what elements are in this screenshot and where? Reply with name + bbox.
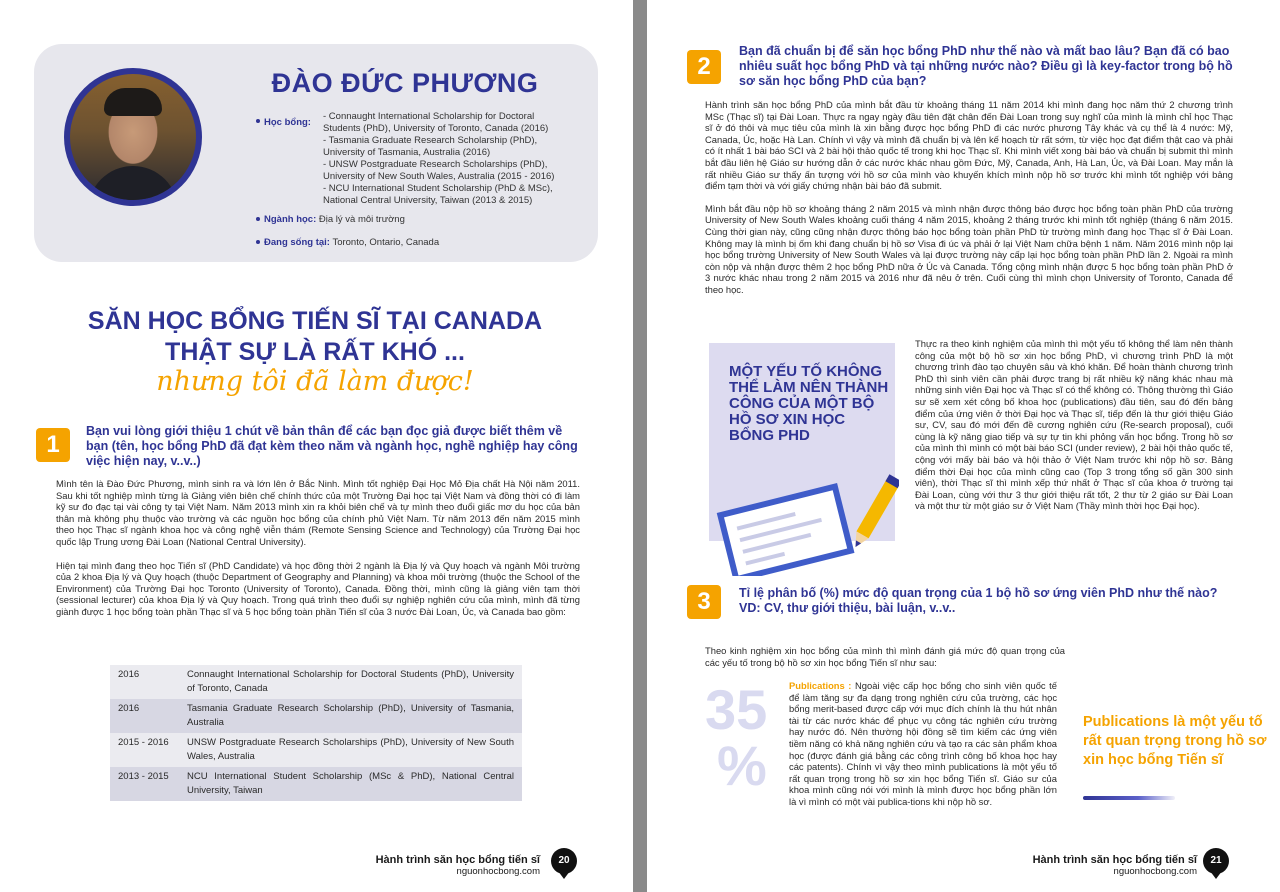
percent-value: 35 — [705, 678, 768, 741]
table-year: 2015 - 2016 — [118, 737, 169, 748]
table-desc: Tasmania Graduate Research Scholarship (PhD), University of Tasmania, Australia — [187, 703, 514, 728]
certificate-pencil-icon — [709, 470, 899, 576]
headline-script: nhưng tôi đã làm được! — [156, 366, 474, 397]
profile-name: ĐÀO ĐỨC PHƯƠNG — [271, 68, 539, 98]
answer-paragraph: Thực ra theo kinh nghiệm của mình thì một yếu tố không thể làm nên thành công của một bộ hồ sơ xin học bổng PhD, vì chương trình PhD là một chương trình đào tạo chuyên sâu và khó khăn. Để hoàn thành chương trình PhD thì sinh viên cần phải được trang bị rất nhiều kỹ năng khác nhau mà những sinh viên Đại học và Thạc sĩ có thể không có. Thông thường thì Giáo sư sẽ xem xét công bố khoa học (publications) đầu tiên, sau đó đến bảng điểm của ứng viên ở thời Đại học và Thạc sĩ, tiếp đến là thư giới thiệu Giáo sư, CV, sau đó mới đến đề cương nghiên cứu (Re-search proposal), cuối cùng là kỹ năng giao tiếp và sự tự tin khi phỏng vấn học bổng. Trong hồ sơ của mình thì mình có một bài báo SCI (under review), 2 bài hội thảo quốc tế, cộng với mấy bài báo và hội thảo ở Việt Nam trước khi nộp hồ sơ. Bảng điểm thời Đại học của mình cũng cao (Top 3 trong tổng số gần 300 sinh viên), thời Thạc sĩ thì mình xếp thứ nhất ở Thạc sĩ của khoa ở trường tại Đài Loan, cùng với thư 3 thư giới thiệu rất tốt, 2 thư từ 2 giáo sư Đài Loan và một thư từ một giáo sư ở Việt Nam (Thầy mình thời học Đại học). — [915, 338, 1233, 512]
left-page — [0, 0, 633, 892]
table-year: 2016 — [118, 669, 140, 680]
pull-quote: Publications là một yếu tố rất quan trọng trong hồ sơ xin học bổng Tiến sĩ — [1083, 714, 1267, 768]
table-desc: UNSW Postgraduate Research Scholarships (PhD), University of New South Wales, Australia — [187, 737, 514, 762]
scholarship-label-row — [256, 112, 322, 130]
major-row — [256, 214, 576, 226]
avatar-photo — [70, 74, 196, 200]
pin-tail-icon — [1210, 871, 1222, 879]
major-label: Ngành học: — [264, 214, 317, 225]
table-row — [110, 767, 522, 801]
avatar-hair — [104, 88, 162, 116]
page-number-pin-icon: 20 — [551, 848, 577, 874]
scholarship-item: - Tasmania Graduate Research Scholarship (PhD), University of Tasmania, Australia (2016) — [323, 135, 538, 158]
scholarship-item: - NCU International Student Scholarship (PhD & MSc), National Central University, Taiwan (2013 & 2015) — [323, 183, 553, 206]
headline-line1: SĂN HỌC BỔNG TIẾN SĨ TẠI CANADA — [87, 307, 543, 335]
pull-quote-divider — [1083, 796, 1175, 800]
major-value: Địa lý và môi trường — [318, 214, 405, 225]
question-number-1: 1 — [36, 428, 70, 462]
footer-title: Hành trình săn học bổng tiến sĩ — [1032, 854, 1197, 866]
answer-paragraph: Hành trình săn học bổng PhD của mình bắt đầu từ khoảng tháng 11 năm 2014 khi mình đang học năm thứ 2 chương trình MSc (Thạc sĩ) tại Đài Loan. Thực ra ngay ngày đầu tiên đặt chân đến Đài Loan trong suy nghĩ của mình là mình chỉ học Thạc sĩ ở đó thôi và mục tiêu của mình là xin bằng được học bổng PhD đi các nước phương Tây khác và cụ thể là 4 nước: Mỹ, Canada, Úc, hoặc Hà Lan. Chính vì vậy và mình đã chuẩn bị và lên kế hoạch từ rất sớm, từ việc học đạt điểm thật cao và phải có ít nhất 1 bài báo SCI và 2 bài hội thảo quốc tế trong khi học Thạc sĩ. Khi mình viết xong bài báo và chuẩn bị submit thì mình bắt đầu liên hệ Giáo sư hướng dẫn ở các nước khác nhau gồm Đức, Mỹ, Canada, Anh, Hà Lan, Úc, và Đài Loan. May mắn là rất nhiều Giáo sư thấy ấn tượng với hồ sơ của mình vào khuyến khích mình nộp hồ sơ trước khi mình tốt nghiệp với bảng điểm tạm thời và với giấy chứng nhận bài báo đã submit. — [705, 99, 1233, 192]
bullet-icon — [256, 240, 260, 244]
answer-1 — [56, 478, 580, 618]
publications-label: Publications : — [789, 680, 852, 691]
table-row — [110, 733, 522, 767]
answer-3-intro — [705, 645, 1065, 668]
residence-row — [256, 237, 576, 249]
right-page — [647, 0, 1280, 892]
feature-text: MỘT YẾU TỐ KHÔNG THỂ LÀM NÊN THÀNH CÔNG CỦA MỘT BỘ HỒ SƠ XIN HỌC BỔNG PHD — [729, 363, 889, 444]
question-2: Bạn đã chuẩn bị để săn học bổng PhD như thế nào và mất bao lâu? Bạn đã có bao nhiêu suất học bổng PhD và tại những nước nào? Điều gì là key-factor trong bộ hồ sơ săn học bổng PhD của bạn? — [739, 44, 1233, 88]
answer-2-bottom — [915, 338, 1233, 512]
residence-value: Toronto, Ontario, Canada — [332, 237, 440, 248]
scholarship-list — [323, 111, 573, 207]
question-number-2: 2 — [687, 50, 721, 84]
question-number-3: 3 — [687, 585, 721, 619]
table-row — [110, 699, 522, 733]
publications-paragraph — [789, 680, 1057, 808]
answer-paragraph: Theo kinh nghiệm xin học bổng của mình thì mình đánh giá mức độ quan trọng của các yếu tố trong bộ hồ sơ xin học bổng Tiến sĩ như sau: — [705, 645, 1065, 668]
answer-paragraph: Hiện tại mình đang theo học Tiến sĩ (PhD Candidate) và học đồng thời 2 ngành là Địa lý và Quy hoạch và ngành Môi trường của 2 khoa Địa lý và Quy hoạch (thuộc Department of Geography and Planning) và khoa môi trường (thuộc the School of the Environment) của Trường Đại học Toronto (University of Toronto), Canada. Đồng thời, mình cũng là giảng viên tạm thời (sessional lecturer) của khoa Địa lý và Quy hoạch. Trong quá trình theo đuổi sự nghiệp nghiên cứu của mình, mình đã từng giành được 1 học bổng toàn phần Thạc sĩ và 5 học bổng toàn phần Tiến sĩ của 3 nước Đài Loan, Úc, và Canada bao gồm: — [56, 559, 580, 617]
answer-paragraph: Mình tên là Đào Đức Phương, mình sinh ra và lớn lên ở Bắc Ninh. Mình tốt nghiệp Đại Học Mỏ Địa chất Hà Nội năm 2011. Sau khi tốt nghiệp mình từng là Giảng viên biên chế chính thức của một Trường Đại học tại Việt Nam và đồng thời có đi làm kỹ sư đo đạc tại vài công ty tại Việt Nam. Năm 2013 mình xin ra khỏi biên chế và tự mình theo đuổi giấc mơ du học của bản thân mà không phụ thuộc vào trường và các nguồn học bổng của chính phủ Việt Nam. Từ năm 2013 đến năm 2015 mình theo học Thạc sĩ ngành khoa học và công nghệ viễn thám (Remote Sensing Science and Technology) của Trường Đại học quốc lập Trung ương Đài Loan (National Central University). — [56, 478, 580, 547]
scholarship-item: - Connaught International Scholarship for Doctoral Students (PhD), University of Toronto, Canada (2016) — [323, 111, 549, 134]
scholarship-label: Học bổng: — [264, 117, 311, 128]
publications-text: Ngoài việc cấp học bổng cho sinh viên quốc tế để làm tăng sự đa dạng trong nghiên cứu của trường, các học bổng merit-based được cấp với mục đích chính là thu hút nhân tài từ các nước khác để phục vụ công tác nghiên cứu trường hay nước đó. Nên thường hội đồng sẽ tìm kiếm các ứng viên tiềm năng có khả năng nghiên cứu và tạo ra các sản phẩm khoa học (được đánh giá bằng các công trình công bố khoa học hay các patents). Chính vì vậy theo mình publications là một yếu tố rất quan trọng trong hồ sơ xin học bổng Tiến sĩ. Giáo sư của khoa mình cũng nói với mình là mình được học bổng phần lớn là vì mình có một vài publica-tions khi nộp hồ sơ. — [789, 680, 1057, 807]
headline — [40, 306, 590, 368]
table-desc: Connaught International Scholarship for Doctoral Students (PhD), University of Toronto, Canada — [187, 669, 514, 694]
footer-site: nguonhocbong.com — [1113, 866, 1197, 877]
avatar-shirt — [88, 166, 178, 200]
scholarship-table — [110, 665, 522, 801]
table-row — [110, 665, 522, 699]
footer — [987, 854, 1197, 877]
page-number-pin-icon: 21 — [1203, 848, 1229, 874]
answer-2-top — [705, 99, 1233, 296]
headline-line2: THẬT SỰ LÀ RẤT KHÓ ... — [165, 338, 465, 366]
footer — [330, 854, 540, 877]
footer-title: Hành trình săn học bổng tiến sĩ — [375, 854, 540, 866]
bullet-icon — [256, 217, 260, 221]
percent-sign: % — [717, 734, 767, 797]
avatar — [64, 68, 202, 206]
scholarship-item: - UNSW Postgraduate Research Scholarships (PhD), University of New South Wales, Australia (2015 - 2016) — [323, 159, 555, 182]
table-year: 2013 - 2015 — [118, 771, 169, 782]
answer-paragraph: Mình bắt đầu nộp hồ sơ khoảng tháng 2 năm 2015 và mình nhận được thông báo được học bổng toàn phần PhD của trường University of New South Wales khoảng cuối tháng 4 năm 2015, khoảng 2 tháng trước khi mình tốt nghiệp (tháng 6 năm 2015. Cùng thời gian này, cũng cũng nhận được thông báo học bổng toàn phần PhD từ trường mình đang học Thạc sĩ ở Đài Loan. Không may là mình bị ốm khi đang chuẩn bị hồ sơ Visa đi úc và phải ở lại Việt Nam chữa bệnh 1 năm. Năm 2016 mình nộp lại học bổng trường University of New South Wales và lại được trường này cấp lại học bổng toàn phần PhD lần 2. Ngoài ra mình còn nộp và nhận được thêm 2 học bổng PhD nữa ở Úc và Canada. Tổng cộng mình nhận được 5 học bổng toàn phần PhD ở 3 nước khác nhau trong 2 năm 2015 và 2016 như đã nêu ở trên. Cuối cùng thì mình chọn University of Toronto, Canada để theo học. — [705, 202, 1233, 295]
table-desc: NCU International Student Scholarship (MSc & PhD), National Central University, Taiwan — [187, 771, 514, 796]
pin-tail-icon — [558, 871, 570, 879]
bullet-icon — [256, 119, 260, 123]
footer-site: nguonhocbong.com — [456, 866, 540, 877]
residence-label: Đang sống tại: — [264, 237, 330, 248]
question-3: Tỉ lệ phân bố (%) mức độ quan trọng của 1 bộ hồ sơ ứng viên PhD như thế nào? VD: CV, thư giới thiệu, bài luận, v..v.. — [739, 586, 1218, 615]
table-year: 2016 — [118, 703, 140, 714]
question-1: Bạn vui lòng giới thiệu 1 chút về bản thân để các bạn đọc giả được biết thêm về bạn (tên, học bổng PhD đã đạt kèm theo năm và ngành học, nghề nghiệp hay công việc hiện nay, v..v..) — [86, 424, 578, 468]
